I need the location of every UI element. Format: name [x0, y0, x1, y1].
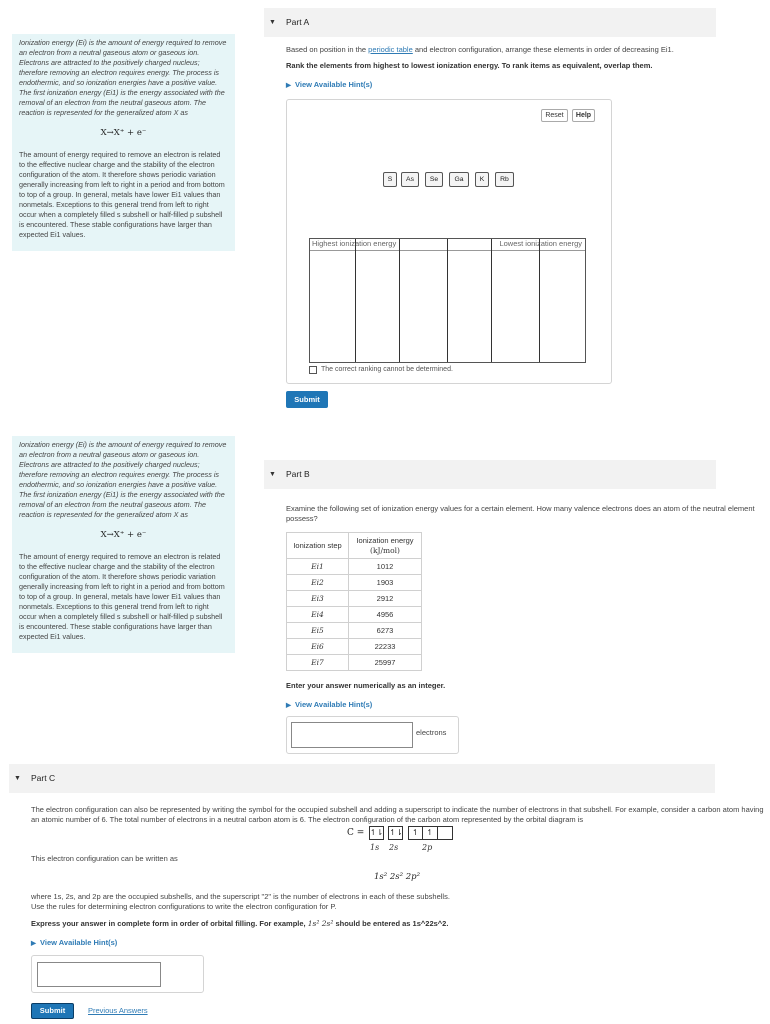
- info-equation: X→X⁺ + e⁻: [100, 530, 147, 540]
- ranking-slot-4[interactable]: [447, 239, 492, 362]
- ionization-step-cell: Ei6: [287, 639, 349, 655]
- highest-label: Highest ionization energy: [312, 239, 397, 248]
- ionization-step-cell: Ei2: [287, 575, 349, 591]
- orbital-box-2p-2: ↿: [423, 826, 438, 840]
- cannot-determine-option[interactable]: [309, 366, 453, 373]
- ionization-step-cell: Ei4: [287, 607, 349, 623]
- carbon-configuration: 1s² 2s² 2p²: [374, 872, 421, 882]
- subshell-label-1s: 1s: [370, 843, 380, 852]
- table-row: [287, 655, 422, 671]
- expand-arrow-icon: ▶: [286, 702, 291, 709]
- help-button[interactable]: Help: [572, 109, 595, 122]
- ranking-slot-2[interactable]: [355, 239, 400, 362]
- orbital-box-1s: ↿⇂: [369, 826, 384, 840]
- written-as-text: This electron configuration can be written as: [31, 854, 178, 863]
- valence-electrons-input[interactable]: [291, 722, 413, 748]
- expand-arrow-icon: ▶: [31, 940, 36, 947]
- ionization-energy-cell: 2912: [349, 591, 422, 607]
- electron-configuration-input[interactable]: [37, 962, 161, 987]
- part-b-question: Examine the following set of ionization energy values for a certain element. How many valence electrons does an atom of the neutral element possess?: [286, 504, 755, 523]
- collapse-triangle-icon: ▼: [269, 19, 276, 26]
- rules-text: Use the rules for determining electron configurations to write the electron configuration for P.: [31, 902, 337, 911]
- cannot-determine-checkbox[interactable]: [309, 366, 317, 374]
- subshell-label-2p: 2p: [422, 843, 433, 852]
- ionization-table: [286, 532, 422, 671]
- element-chip-ga[interactable]: Ga: [449, 172, 469, 187]
- ionization-step-cell: Ei1: [287, 559, 349, 575]
- element-chip-rb[interactable]: Rb: [495, 172, 514, 187]
- answer-panel-b: [286, 716, 459, 754]
- part-c-hint-link[interactable]: ▶ View Available Hint(s): [31, 938, 118, 947]
- element-chip-se[interactable]: Se: [425, 172, 443, 187]
- collapse-triangle-icon: ▼: [269, 471, 276, 478]
- part-a-submit-button[interactable]: Submit: [286, 391, 328, 408]
- table-row: [287, 623, 422, 639]
- table-row: [287, 559, 422, 575]
- element-chip-as[interactable]: As: [401, 172, 419, 187]
- col-ionization-step: Ionization step: [287, 533, 349, 559]
- ionization-energy-cell: 6273: [349, 623, 422, 639]
- part-b-instruction: Enter your answer numerically as an integer.: [286, 681, 446, 690]
- cannot-determine-label: The correct ranking cannot be determined.: [321, 366, 453, 373]
- part-b-header[interactable]: [264, 460, 716, 489]
- part-c-intro: The electron configuration can also be represented by writing the symbol for the occupied subshell and adding a superscript to indicate the number of electrons in that subshell. For example, consider a carbon atom having an atomic number of 6. The total number of electrons in a neutral carbon atom is 6. The electron configuration of the carbon atom represented by the orbital diagram is: [31, 805, 764, 824]
- part-a-header[interactable]: [264, 8, 716, 37]
- info-para-1: Ionization energy (Ei) is the amount of energy required to remove an electron from a neutral gaseous atom or gaseous ion. Electrons are attracted to the positively charged nucleus; therefore removing an electron requires energy. The process is endothermic, and so ionization energies have a positive value. The first ionization energy (Ei1) is the energy associated with the removal of an electron from the neutral gaseous atom. The reaction is represented for the generalized atom X as: [19, 440, 227, 519]
- info-panel-1: [12, 34, 235, 251]
- info-para-1: Ionization energy (Ei) is the amount of energy required to remove an electron from a neutral gaseous atom or gaseous ion. Electrons are attracted to the positively charged nucleus; therefore removing an electron requires energy. The process is endothermic, and so ionization energies have a positive value. The first ionization energy (Ei1) is the energy associated with the removal of an electron from the neutral gaseous atom. The reaction is represented for the generalized atom X as: [19, 38, 227, 117]
- previous-answers-link[interactable]: Previous Answers: [88, 1006, 148, 1015]
- col-ionization-energy: Ionization energy (kJ/mol): [349, 533, 422, 559]
- ranking-drop-area: [309, 238, 586, 363]
- orbital-label: C =: [347, 828, 365, 839]
- periodic-table-link[interactable]: periodic table: [368, 45, 413, 54]
- part-a-hint-link[interactable]: ▶ View Available Hint(s): [286, 80, 373, 89]
- ionization-energy-cell: 4956: [349, 607, 422, 623]
- ionization-energy-cell: 22233: [349, 639, 422, 655]
- unit-label: electrons: [416, 728, 447, 737]
- ionization-energy-cell: 1903: [349, 575, 422, 591]
- answer-panel-c: [31, 955, 204, 993]
- part-b-title: Part B: [286, 469, 310, 479]
- ionization-energy-cell: 1012: [349, 559, 422, 575]
- ionization-step-cell: Ei5: [287, 623, 349, 639]
- info-equation: X→X⁺ + e⁻: [100, 128, 147, 138]
- part-c-title: Part C: [31, 773, 56, 783]
- expand-arrow-icon: ▶: [286, 82, 291, 89]
- orbital-box-2p-3: [438, 826, 453, 840]
- table-header-row: [287, 533, 422, 559]
- part-c-header[interactable]: [9, 764, 715, 793]
- ionization-energy-cell: 25997: [349, 655, 422, 671]
- where-text: where 1s, 2s, and 2p are the occupied subshells, and the superscript "2" is the number of electrons in each of these subshells.: [31, 892, 450, 901]
- lowest-label: Lowest ionization energy: [499, 239, 582, 248]
- part-a-question: Based on position in the periodic table and electron configuration, arrange these elements in order of decreasing Ei1.: [286, 45, 674, 54]
- orbital-diagram: [347, 826, 455, 840]
- info-para-2: The amount of energy required to remove an electron is related to the effective nuclear charge and the stability of the electron configuration of the atom. It therefore shows periodic variation generally increasing from left to right in a period and from bottom to top of a group. In general, metals have lower Ei1 values than nonmetals. Exceptions to this general trend from left to right occur when a completely filled s subshell or half-filled p subshell is encountered. These stable configurations have larger than expected Ei1 values.: [19, 150, 225, 239]
- table-row: [287, 591, 422, 607]
- orbital-box-2s: ↿⇂: [388, 826, 403, 840]
- table-row: [287, 607, 422, 623]
- ionization-step-cell: Ei3: [287, 591, 349, 607]
- info-para-2: The amount of energy required to remove an electron is related to the effective nuclear charge and the stability of the electron configuration of the atom. It therefore shows periodic variation generally increasing from left to right in a period and from bottom to top of a group. In general, metals have lower Ei1 values than nonmetals. Exceptions to this general trend from left to right occur when a completely filled s subshell or half-filled p subshell is encountered. These stable configurations have larger than expected Ei1 values.: [19, 552, 225, 641]
- part-b-hint-link[interactable]: ▶ View Available Hint(s): [286, 700, 373, 709]
- element-chip-s[interactable]: S: [383, 172, 397, 187]
- ranking-slot-6[interactable]: [539, 239, 540, 362]
- info-panel-2: [12, 436, 235, 653]
- reset-button[interactable]: Reset: [541, 109, 568, 122]
- part-a-instruction: Rank the elements from highest to lowest ionization energy. To rank items as equivalent, overlap them.: [286, 61, 653, 70]
- subshell-label-2s: 2s: [389, 843, 399, 852]
- part-c-instruction: Express your answer in complete form in order of orbital filling. For example, 1s² 2s² should be entered as 1s^22s^2.: [31, 919, 449, 928]
- table-row: [287, 575, 422, 591]
- part-a-title: Part A: [286, 17, 310, 27]
- element-chip-k[interactable]: K: [475, 172, 489, 187]
- part-c-submit-button[interactable]: Submit: [31, 1003, 74, 1019]
- ionization-step-cell: Ei7: [287, 655, 349, 671]
- orbital-box-2p-1: ↿: [408, 826, 423, 840]
- collapse-triangle-icon: ▼: [14, 775, 21, 782]
- table-row: [287, 639, 422, 655]
